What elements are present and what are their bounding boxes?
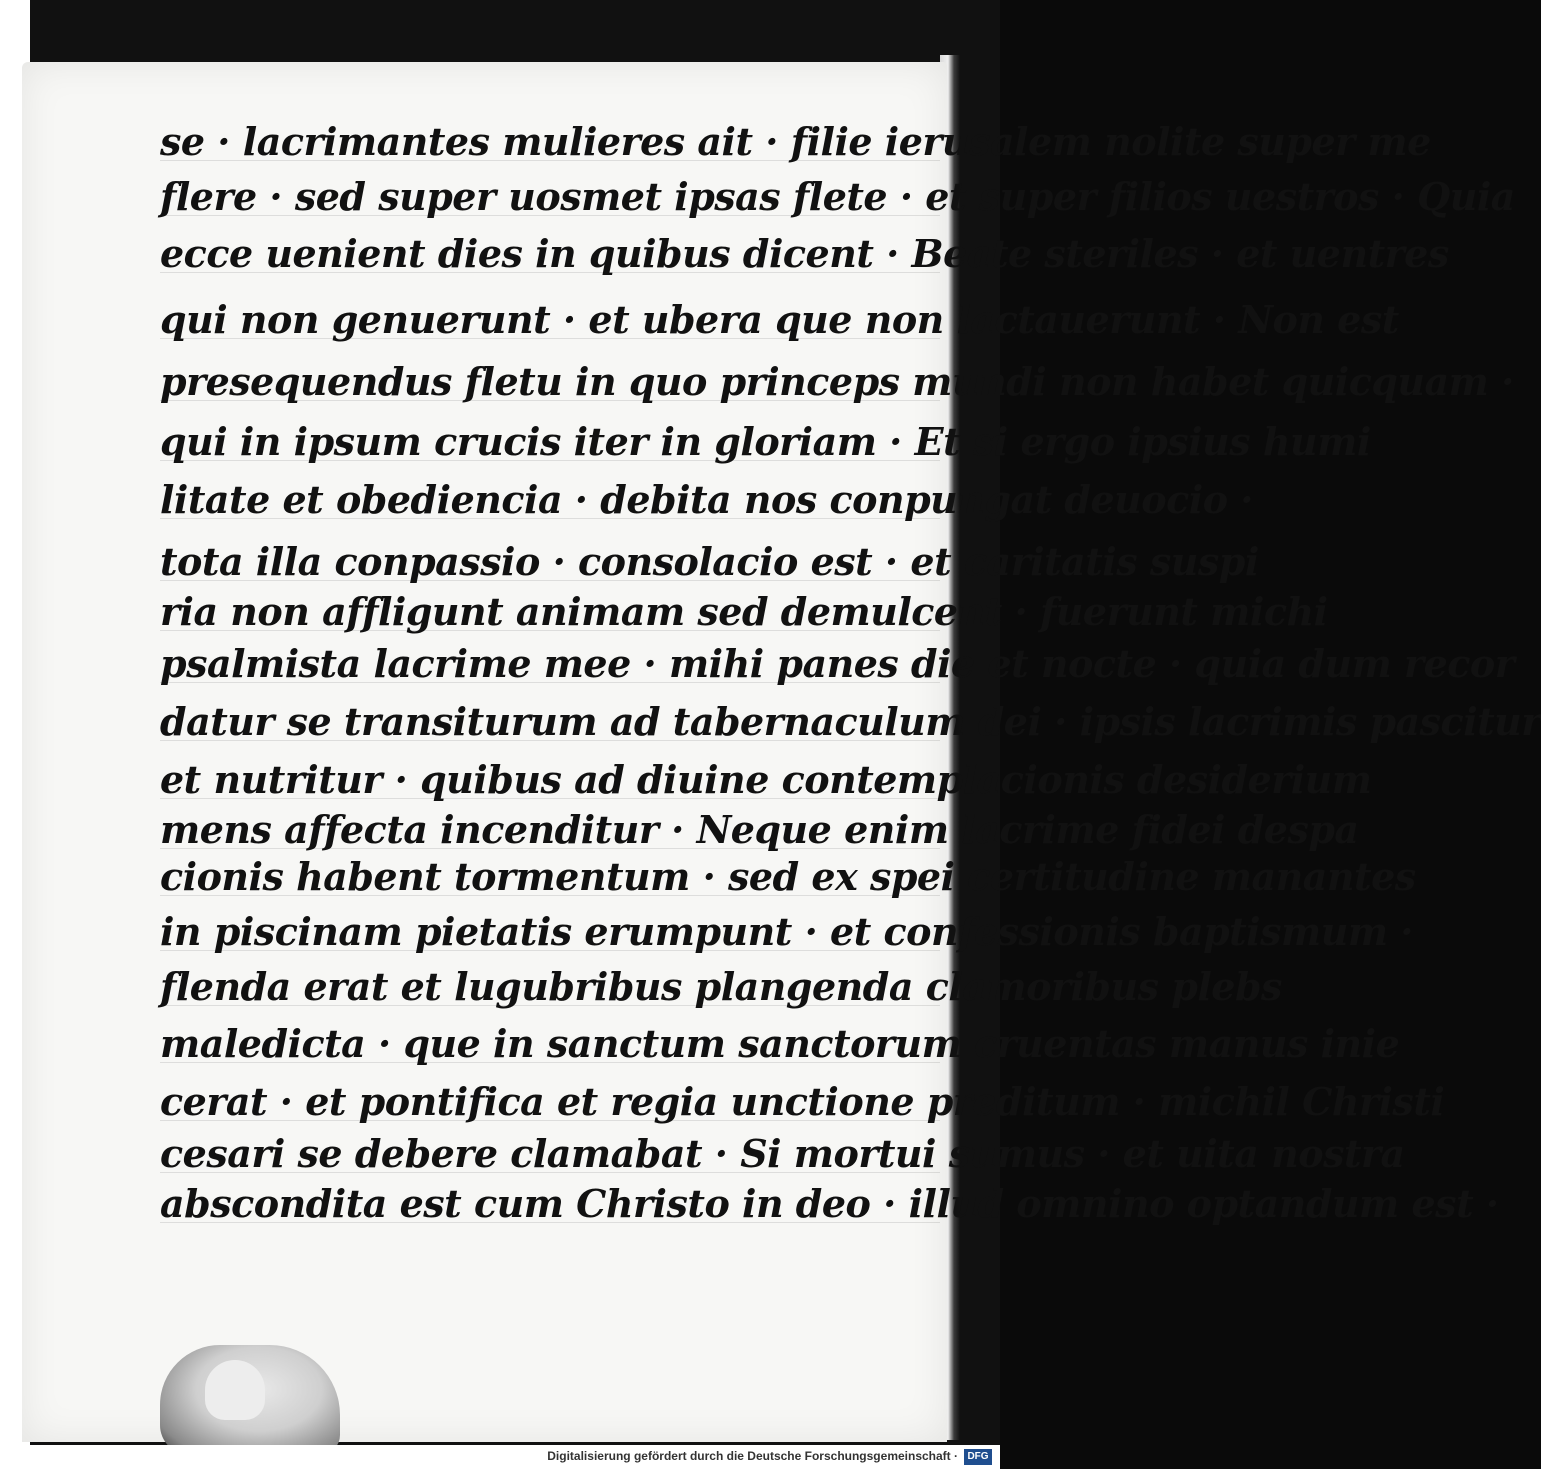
text-line: datur se transiturum ad tabernaculum dei · ipsis lacrimis pascitur xyxy=(160,699,1541,744)
text-line: ecce uenient dies in quibus dicent · Beate steriles · et uentres xyxy=(160,231,1449,276)
text-line: abscondita est cum Christo in deo · illud omnino optandum est · xyxy=(160,1181,1499,1226)
text-line: presequendus fletu in quo princeps mundi non habet quicquam · xyxy=(160,359,1514,404)
text-line: litate et obediencia · debita nos conpungat deuocio · xyxy=(160,477,1254,522)
text-line: qui non genuerunt · et ubera que non lactauerunt · Non est xyxy=(160,297,1399,342)
text-line: mens affecta incenditur · Neque enim lacrime fidei despa xyxy=(160,807,1359,852)
text-line: tota illa conpassio · consolacio est · et caritatis suspi xyxy=(160,539,1259,584)
text-line: se · lacrimantes mulieres ait · filie ierusalem nolite super me xyxy=(160,119,1431,164)
dfg-logo: DFG xyxy=(964,1449,992,1465)
dfg-credit: Digitalisierung gefördert durch die Deutsche Forschungsgemeinschaft · xyxy=(547,1449,958,1463)
text-line: flere · sed super uosmet ipsas flete · et super filios uestros · Quia xyxy=(160,174,1515,219)
text-line: psalmista lacrime mee · mihi panes die et nocte · quia dum recor xyxy=(160,641,1515,686)
text-line: maledicta · que in sanctum sanctorum cruentas manus inie xyxy=(160,1021,1400,1066)
text-line: cerat · et pontifica et regia unctione preditum · michil Christi xyxy=(160,1079,1445,1124)
text-line: cionis habent tormentum · sed ex spei certitudine manantes xyxy=(160,854,1416,899)
text-line: cesari se debere clamabat · Si mortui sumus · et uita nostra xyxy=(160,1131,1405,1176)
thumbnail-nail xyxy=(205,1360,265,1420)
text-line: et nutritur · quibus ad diuine contemplacionis desiderium xyxy=(160,757,1372,802)
text-line: flenda erat et lugubribus plangenda clamoribus plebs xyxy=(160,964,1282,1009)
text-line: in piscinam pietatis erumpunt · et confessionis baptismum · xyxy=(160,909,1414,954)
text-line: ria non affligunt animam sed demulcent · fuerunt michi xyxy=(160,589,1328,634)
text-line: qui in ipsum crucis iter in gloriam · Et si ergo ipsius humi xyxy=(160,419,1371,464)
